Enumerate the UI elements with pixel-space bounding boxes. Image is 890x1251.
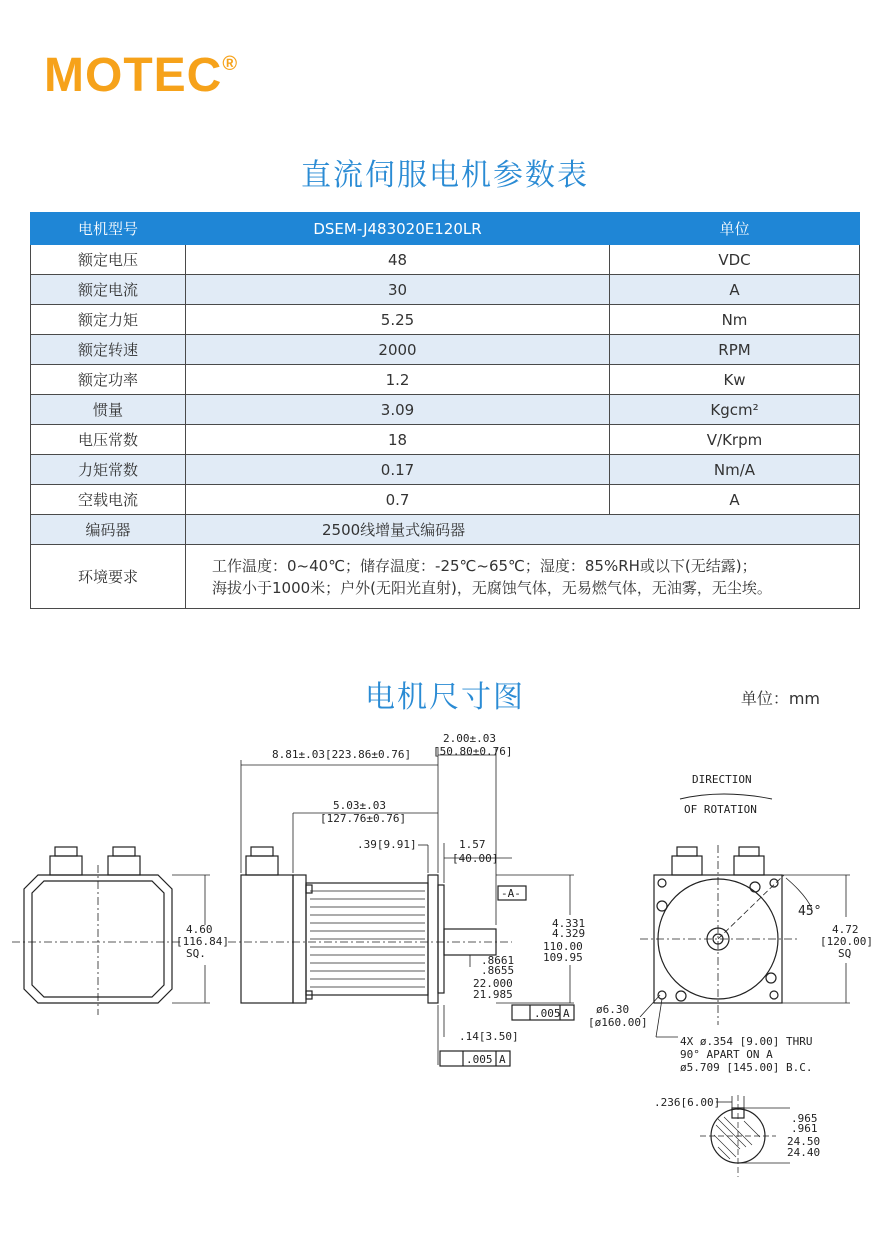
drawing-unit: 单位：mm [740,689,820,708]
holes-note-3: ø5.709 [145.00] B.C. [680,1061,813,1074]
runout-datum: A [563,1007,570,1020]
dim-pilot-dia-2: 4.329 [552,927,586,940]
motor-front-elevation [228,747,574,1066]
row-param: 电压常数 [31,425,186,455]
dim-shaft-length-mm: [50.80±0.76] [433,745,513,758]
dim-key-height: .965 [791,1112,818,1125]
table-row [31,275,860,305]
dim-overall-length: 8.81±.03[223.86±0.76] [272,748,412,761]
row-unit: A [610,275,860,305]
table-row [31,455,860,485]
table-row [31,365,860,395]
spec-title: 直流伺服电机参数表 [301,158,589,193]
row-value: 48 [186,245,610,275]
row-param: 额定电压 [31,245,186,275]
dimension-drawing [0,725,890,1251]
row-unit: Nm/A [610,455,860,485]
header-param: 电机型号 [31,213,186,245]
table-header-row [31,213,860,245]
dim-shaft-dia-2: .8655 [481,964,515,977]
row-value: 18 [186,425,610,455]
row-param: 额定转速 [31,335,186,365]
dim-shaft-dia-mm-2: 21.985 [473,988,513,1001]
row-value: 30 [186,275,610,305]
table-row [31,395,860,425]
dim-pilot-dia-mm: 110.00 [543,940,583,953]
rotation-label: DIRECTION [692,773,752,786]
row-param: 额定功率 [31,365,186,395]
holes-note: 4X ø.354 [9.00] THRU [680,1035,813,1048]
rotation-label-2: OF ROTATION [684,803,757,816]
dim-front-square-mm: [120.00] [820,935,873,948]
row-unit: V/Krpm [610,425,860,455]
table-row [31,305,860,335]
row-value: 2000 [186,335,610,365]
dim-front-square: 4.72 [832,923,859,936]
dim-key-height-mm-2: 24.40 [787,1146,821,1159]
dim-shaft-dia: .8661 [481,954,515,967]
table-row [31,425,860,455]
dim-side-square: 4.60 [186,923,213,936]
dim-shaft-length: 2.00±.03 [443,732,496,745]
row-value: 0.17 [186,455,610,485]
runout-tolerance: .005 [534,1007,561,1020]
dim-key-height-mm: 24.50 [787,1135,821,1148]
row-value: 3.09 [186,395,610,425]
row-unit: RPM [610,335,860,365]
dim-flange-thickness: .39[9.91] [357,838,417,851]
table-row [31,335,860,365]
dim-front-square-sq: SQ [838,947,852,960]
dim-key-width: .236[6.00] [654,1096,721,1109]
header-unit: 单位 [610,213,860,245]
row-unit: Kw [610,365,860,395]
dim-body-length: 5.03±.03 [333,799,386,812]
perp-tolerance: .005 [466,1053,493,1066]
environment-line-1: 工作温度：0~40℃；储存温度：-25℃~65℃；湿度：85%RH或以下(无结露)； [212,556,757,575]
row-param: 编码器 [31,515,186,545]
environment-value [186,545,860,609]
row-param: 额定电流 [31,275,186,305]
row-unit: Nm [610,305,860,335]
dim-side-square-mm: [116.84] [176,935,229,948]
dim-pilot-length: 1.57 [459,838,486,851]
table-row-encoder [31,515,860,545]
row-param: 力矩常数 [31,455,186,485]
dim-key-height-2: .961 [791,1122,818,1135]
environment-line-2: 海拔小于1000米；户外(无阳光直射)，无腐蚀气体，无易燃气体，无油雾，无尘埃。 [212,578,772,597]
dim-side-square-sq: SQ. [186,947,206,960]
dim-shaft-dia-mm: 22.000 [473,977,513,990]
row-param: 额定力矩 [31,305,186,335]
row-unit: VDC [610,245,860,275]
header-model: DSEM-J483020E120LR [186,213,610,245]
dim-angle: 45° [798,904,822,919]
row-param: 惯量 [31,395,186,425]
brand-logo: MOTEC® [44,49,239,102]
row-value: 1.2 [186,365,610,395]
row-value: 5.25 [186,305,610,335]
spec-table [30,212,860,609]
datum-a: -A- [501,887,521,900]
motor-side-view [12,847,210,1015]
dim-pilot-length-mm: [40.00] [452,852,499,865]
table-row-environment [31,545,860,609]
row-unit: Kgcm² [610,395,860,425]
holes-note-2: 90° APART ON A [680,1048,773,1061]
dim-bolt-circle-mm: [ø160.00] [588,1016,648,1029]
dim-bolt-circle: ø6.30 [596,1003,630,1016]
dim-pilot-depth: .14[3.50] [459,1030,519,1043]
table-row [31,245,860,275]
row-value: 0.7 [186,485,610,515]
table-row [31,485,860,515]
row-param: 空载电流 [31,485,186,515]
dim-pilot-dia-mm-2: 109.95 [543,951,583,964]
dim-pilot-dia: 4.331 [552,917,586,930]
perp-datum: A [499,1053,506,1066]
row-unit: A [610,485,860,515]
encoder-value: 2500线增量式编码器 [186,515,860,545]
drawing-title: 电机尺寸图 [365,680,525,715]
row-param: 环境要求 [31,545,186,609]
dim-body-length-mm: [127.76±0.76] [320,812,407,825]
